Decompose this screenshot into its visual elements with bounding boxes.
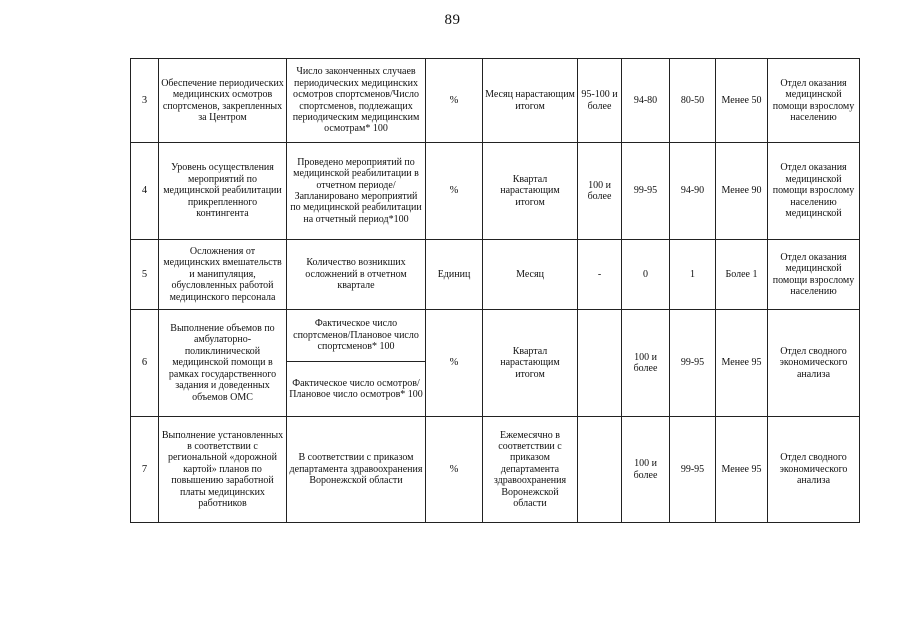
indicators-table (130, 58, 860, 523)
row-number: 7 (131, 417, 159, 523)
value-3: 99-95 (670, 310, 716, 417)
row-number: 5 (131, 240, 159, 310)
calculation-formula: Фактическое число осмотров/Плановое число осмотров* 100 (287, 362, 426, 417)
responsible-department: Отдел оказания медицинской помощи взрослому населению (768, 240, 860, 310)
value-3: 1 (670, 240, 716, 310)
indicator-name: Выполнение объемов по амбулаторно-поликлинической медицинской помощи в рамках государственного задания и доведенных объемов ОМС (159, 310, 287, 417)
indicator-name: Осложнения от медицинских вмешательств и манипуляция, обусловленных работой медицинского персонала (159, 240, 287, 310)
calculation-formula: Количество возникших осложнений в отчетном квартале (287, 240, 426, 310)
value-3: 99-95 (670, 417, 716, 523)
value-4: Более 1 (716, 240, 768, 310)
calculation-formula: В соответствии с приказом департамента здравоохранения Воронежской области (287, 417, 426, 523)
unit: Единиц (426, 240, 483, 310)
indicator-name: Уровень осуществления мероприятий по медицинской реабилитации прикрепленного контингента (159, 143, 287, 240)
value-4: Менее 95 (716, 310, 768, 417)
period: Месяц (483, 240, 578, 310)
unit: % (426, 143, 483, 240)
indicator-name: Обеспечение периодических медицинских осмотров спортсменов, закрепленных за Центром (159, 59, 287, 143)
table-row (131, 310, 860, 362)
value-2: 99-95 (622, 143, 670, 240)
row-number: 4 (131, 143, 159, 240)
period: Квартал нарастающим итогом (483, 143, 578, 240)
unit: % (426, 310, 483, 417)
responsible-department: Отдел сводного экономического анализа (768, 417, 860, 523)
value-2: 100 и более (622, 310, 670, 417)
calculation-formula: Число законченных случаев периодических медицинских осмотров спортсменов/Число спортсменов, подлежащих периодическим медицинским осмотрам* 100 (287, 59, 426, 143)
unit: % (426, 59, 483, 143)
period: Ежемесячно в соответствии с приказом департамента здравоохранения Воронежской области (483, 417, 578, 523)
value-4: Менее 90 (716, 143, 768, 240)
responsible-department: Отдел оказания медицинской помощи взрослому населению медицинской (768, 143, 860, 240)
calculation-formula: Проведено мероприятий по медицинской реабилитации в отчетном периоде/Запланировано мероприятий по медицинской реабилитации на отчетный период*100 (287, 143, 426, 240)
responsible-department: Отдел сводного экономического анализа (768, 310, 860, 417)
value-1: 95-100 и более (578, 59, 622, 143)
row-number: 3 (131, 59, 159, 143)
table-row (131, 417, 860, 523)
value-1 (578, 417, 622, 523)
indicator-name: Выполнение установленных в соответствии с региональной «дорожной картой» планов по повышению заработной платы медицинских работников (159, 417, 287, 523)
value-3: 94-90 (670, 143, 716, 240)
value-1: - (578, 240, 622, 310)
value-1 (578, 310, 622, 417)
table-row (131, 59, 860, 143)
value-2: 0 (622, 240, 670, 310)
period: Квартал нарастающим итогом (483, 310, 578, 417)
table-row (131, 143, 860, 240)
value-1: 100 и более (578, 143, 622, 240)
value-3: 80-50 (670, 59, 716, 143)
period: Месяц нарастающим итогом (483, 59, 578, 143)
calculation-formula: Фактическое число спортсменов/Плановое число спортсменов* 100 (287, 310, 426, 362)
value-4: Менее 95 (716, 417, 768, 523)
page-number: 89 (444, 12, 461, 28)
value-2: 100 и более (622, 417, 670, 523)
value-2: 94-80 (622, 59, 670, 143)
table-row (131, 240, 860, 310)
unit: % (426, 417, 483, 523)
value-4: Менее 50 (716, 59, 768, 143)
row-number: 6 (131, 310, 159, 417)
responsible-department: Отдел оказания медицинской помощи взрослому населению (768, 59, 860, 143)
